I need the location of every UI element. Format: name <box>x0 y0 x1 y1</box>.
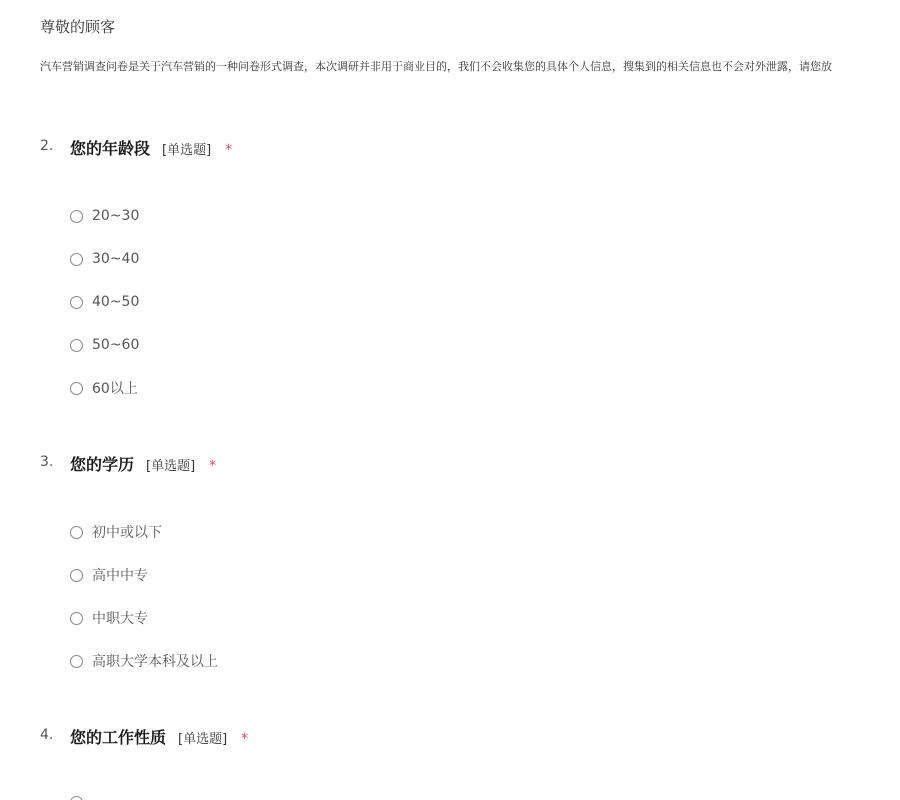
question-age <box>40 136 900 397</box>
radio-button[interactable] <box>70 655 83 668</box>
required-marker: * <box>241 731 249 747</box>
radio-button[interactable] <box>70 526 83 539</box>
radio-option-job-first[interactable] <box>70 792 83 800</box>
option-label: 20~30 <box>92 208 140 224</box>
radio-option-age-30-40[interactable] <box>70 249 139 269</box>
question-title: 您的学历 [单选题] * <box>70 455 217 474</box>
required-marker: * <box>225 142 233 158</box>
question-job-type <box>40 725 900 749</box>
radio-button[interactable] <box>70 569 83 582</box>
question-number: 2. <box>40 138 54 154</box>
radio-option-edu-college[interactable] <box>70 608 148 628</box>
option-label: 40~50 <box>92 294 140 310</box>
radio-button[interactable] <box>70 382 83 395</box>
radio-button[interactable] <box>70 296 83 309</box>
question-type-label: [单选题] <box>162 143 212 158</box>
required-marker: * <box>209 458 217 474</box>
option-label: 中职大专 <box>92 611 148 627</box>
intro-text: 汽车营销调查问卷是关于汽车营销的一种问卷形式调查，本次调研并非用于商业目的，我们不会收集您的具体个人信息，搜集到的相关信息也不会对外泄露，请您放 <box>40 60 832 73</box>
question-number: 3. <box>40 454 54 470</box>
radio-option-age-20-30[interactable] <box>70 206 139 226</box>
greeting-heading: 尊敬的顾客 <box>40 18 116 36</box>
radio-button[interactable] <box>70 210 83 223</box>
question-title: 您的工作性质 [单选题] * <box>70 728 249 747</box>
question-number: 4. <box>40 727 54 743</box>
radio-option-age-40-50[interactable] <box>70 292 139 312</box>
question-title: 您的年龄段 [单选题] * <box>70 139 233 158</box>
option-label: 初中或以下 <box>92 525 162 541</box>
option-label: 30~40 <box>92 251 140 267</box>
radio-option-edu-junior-high[interactable] <box>70 522 162 542</box>
radio-button[interactable] <box>70 612 83 625</box>
option-label: 高中中专 <box>92 568 148 584</box>
radio-button[interactable] <box>70 339 83 352</box>
question-type-label: [单选题] <box>146 459 196 474</box>
radio-option-age-60-plus[interactable] <box>70 378 138 398</box>
question-type-label: [单选题] <box>178 732 228 747</box>
option-label: 高职大学本科及以上 <box>92 654 218 670</box>
radio-option-age-50-60[interactable] <box>70 335 139 355</box>
radio-button[interactable] <box>70 253 83 266</box>
radio-option-edu-bachelor-plus[interactable] <box>70 651 218 671</box>
question-education <box>40 452 900 670</box>
radio-option-edu-high-school[interactable] <box>70 565 148 585</box>
option-label: 60以上 <box>92 381 138 397</box>
option-label: 50~60 <box>92 337 140 353</box>
radio-button[interactable] <box>70 796 83 800</box>
